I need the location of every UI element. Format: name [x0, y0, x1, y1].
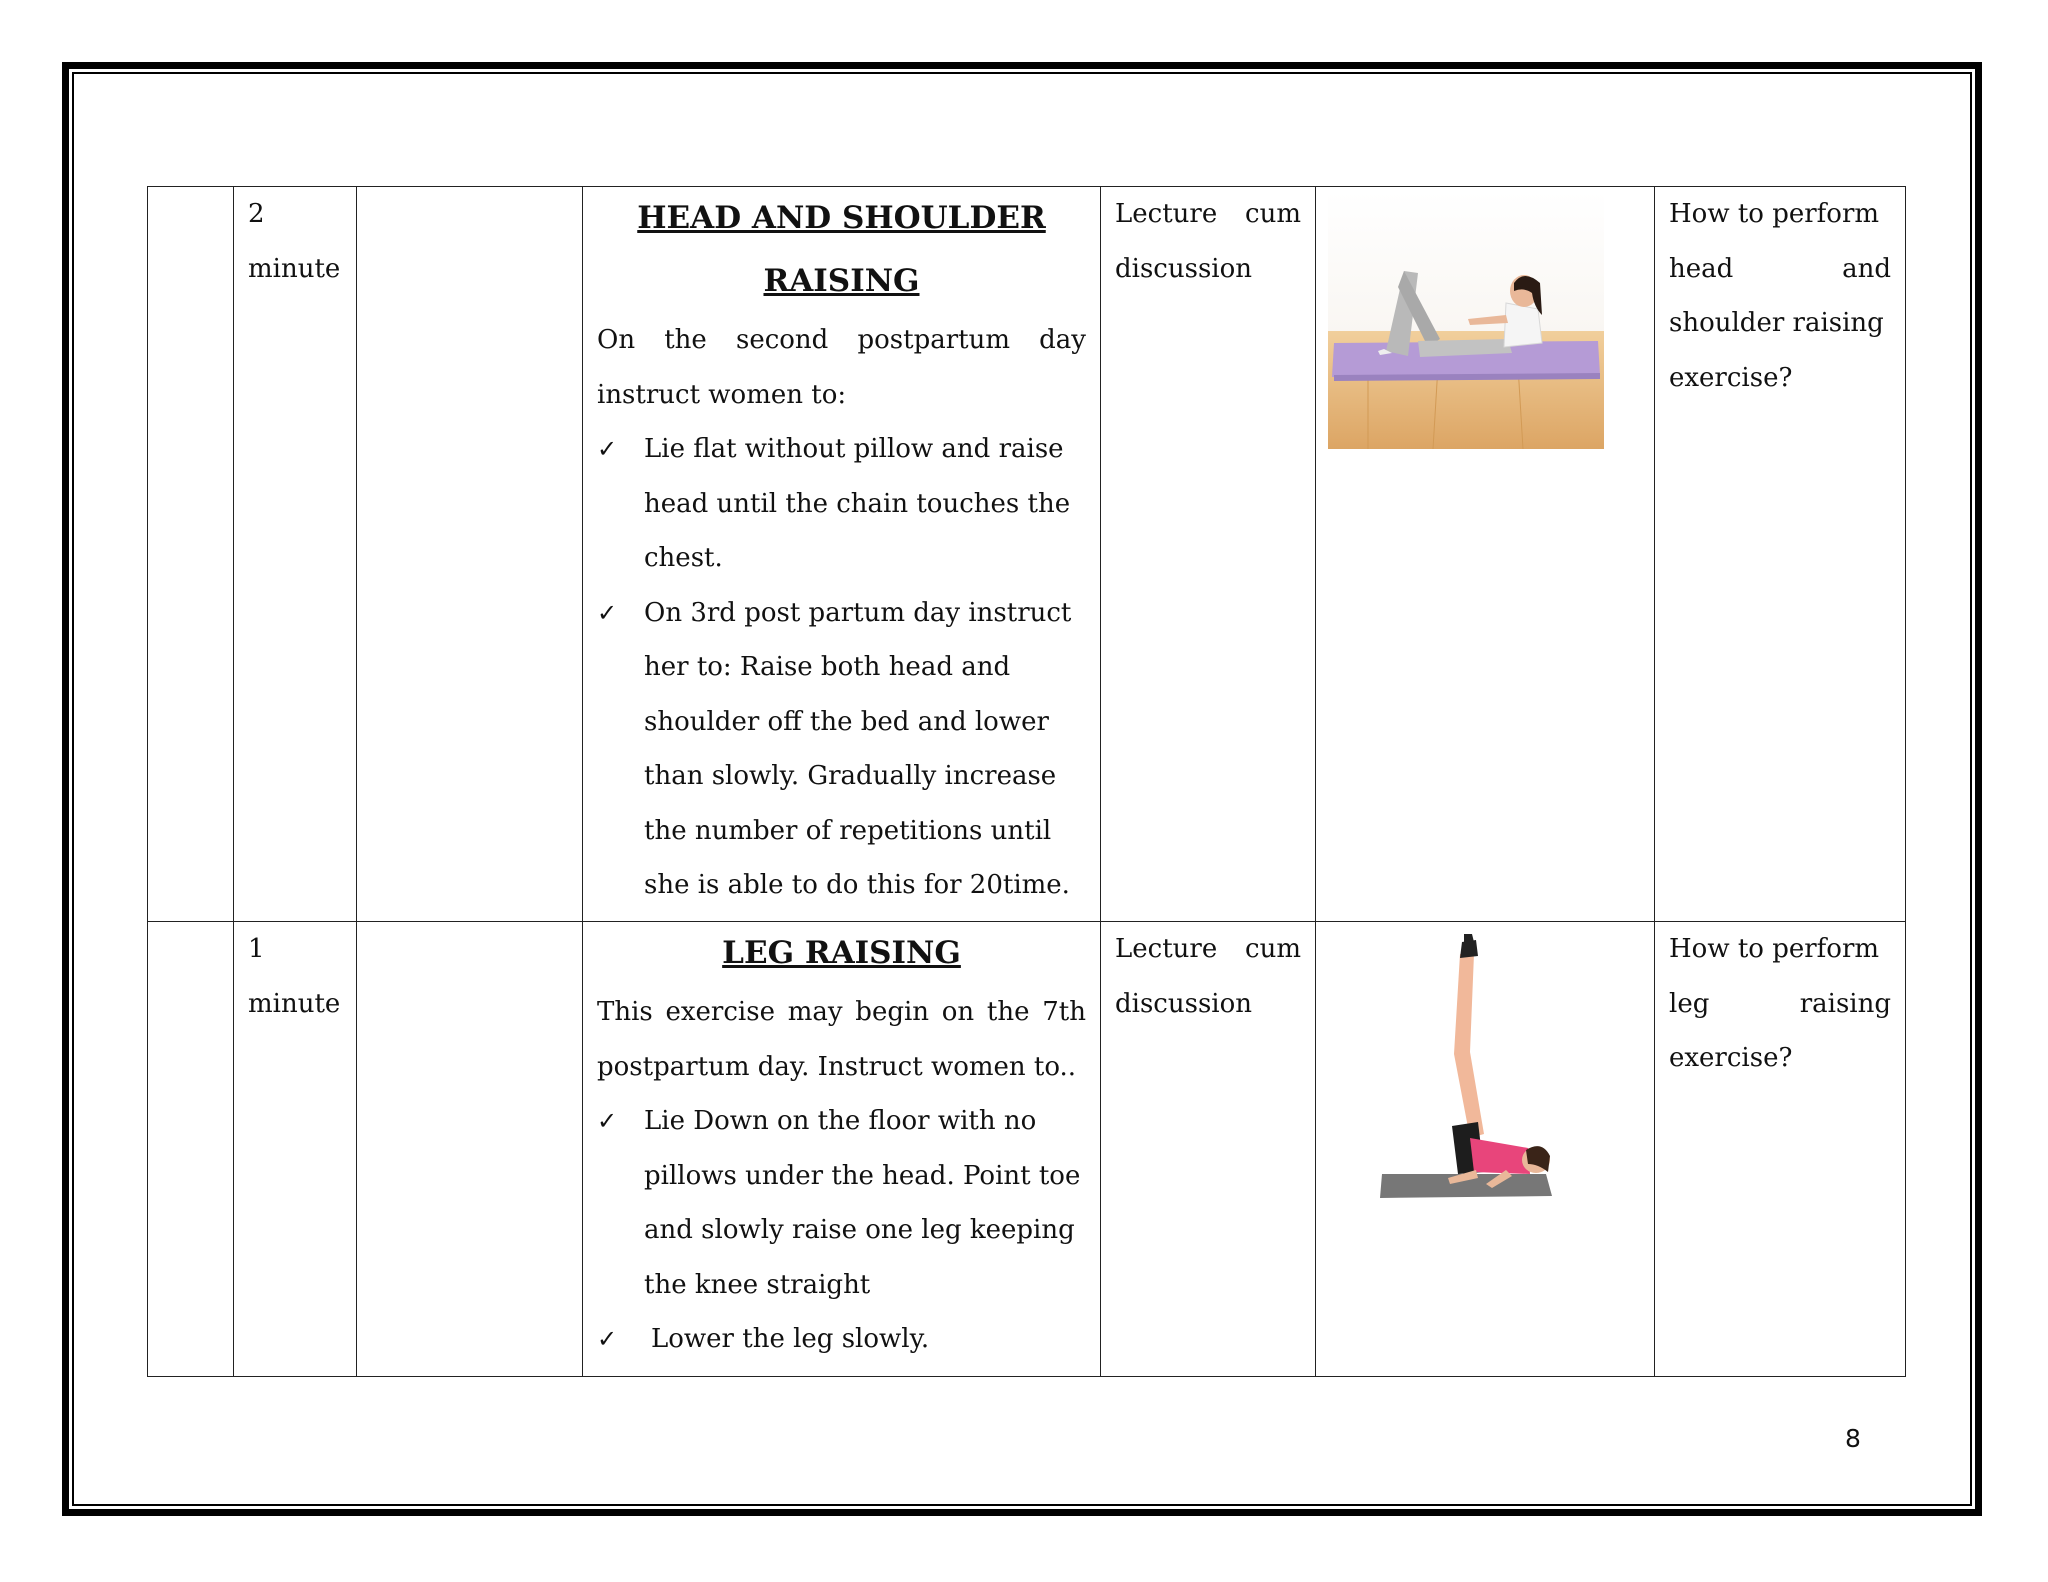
- check-mark-icon: ✓: [597, 435, 618, 463]
- method-cell: [1101, 187, 1316, 922]
- list-item: [597, 1094, 1086, 1312]
- bullet-line: Lower the leg slowly.: [651, 1324, 930, 1354]
- table-row: [148, 922, 1906, 1377]
- content-cell: [583, 922, 1101, 1377]
- check-mark-icon: ✓: [597, 1325, 618, 1353]
- evaluation-line: head and: [1669, 253, 1891, 284]
- bullet-line: than slowly. Gradually increase: [644, 761, 1057, 791]
- evaluation-cell: [1655, 922, 1906, 1377]
- content-cell: [583, 187, 1101, 922]
- bullet-line: Lie flat without pillow and raise: [644, 434, 1064, 464]
- time-number: 1: [248, 934, 265, 964]
- method-line: discussion: [1115, 253, 1253, 284]
- bullet-line: shoulder off the bed and lower: [644, 706, 1049, 737]
- evaluation-line: leg raising: [1669, 988, 1891, 1019]
- intro-line: postpartum day. Instruct women to..: [597, 1051, 1077, 1082]
- evaluation-line: How to perform: [1669, 934, 1880, 964]
- lesson-plan-table: [147, 186, 1906, 1377]
- evaluation-line: exercise?: [1669, 362, 1793, 393]
- evaluation-line: shoulder raising: [1669, 308, 1884, 338]
- bullet-line: chest.: [644, 543, 723, 573]
- evaluation-line: How to perform: [1669, 199, 1880, 229]
- table-row: [148, 187, 1906, 922]
- method-line: Lecture cum: [1115, 934, 1301, 964]
- av-aid-cell: [1316, 922, 1655, 1377]
- list-item: [597, 586, 1086, 913]
- time-cell: [234, 187, 357, 922]
- check-mark-icon: ✓: [597, 598, 618, 627]
- time-unit: minute: [248, 988, 341, 1019]
- woman-raising-leg-on-mat-icon: [1366, 934, 1566, 1206]
- method-line: discussion: [1115, 988, 1253, 1019]
- blank-cell: [357, 187, 583, 922]
- time-cell: [234, 922, 357, 1377]
- bullet-line: On 3rd post partum day instruct: [644, 597, 1072, 628]
- intro-line: This exercise may begin on the 7th: [597, 997, 1086, 1027]
- av-aid-cell: [1316, 187, 1655, 922]
- time-unit: minute: [248, 253, 341, 284]
- list-item: [597, 1312, 1086, 1367]
- bullet-line: head until the chain touches the: [644, 488, 1071, 519]
- evaluation-cell: [1655, 187, 1906, 922]
- check-mark-icon: ✓: [597, 1107, 618, 1135]
- blank-cell: [148, 922, 234, 1377]
- heading-line: LEG RAISING: [722, 935, 961, 971]
- blank-cell: [357, 922, 583, 1377]
- method-line: Lecture cum: [1115, 199, 1301, 229]
- section-heading: [597, 922, 1086, 985]
- bullet-line: the number of repetitions until: [644, 815, 1052, 846]
- list-item: [597, 422, 1086, 586]
- bullet-line: pillows under the head. Point toe: [644, 1160, 1081, 1191]
- section-heading: [597, 187, 1086, 313]
- bullet-line: her to: Raise both head and: [644, 652, 1011, 682]
- evaluation-line: exercise?: [1669, 1043, 1793, 1073]
- bullet-line: the knee straight: [644, 1269, 871, 1300]
- checklist: [597, 1094, 1086, 1367]
- heading-line: HEAD AND SHOULDER: [637, 200, 1046, 236]
- time-number: 2: [248, 199, 265, 229]
- method-cell: [1101, 922, 1316, 1377]
- intro-line: instruct women to:: [597, 379, 847, 410]
- bullet-line: Lie Down on the floor with no: [644, 1106, 1037, 1136]
- bullet-line: she is able to do this for 20time.: [644, 870, 1070, 900]
- checklist: [597, 422, 1086, 913]
- bullet-line: and slowly raise one leg keeping: [644, 1215, 1075, 1245]
- intro-line: On the second postpartum day: [597, 325, 1086, 355]
- woman-doing-crunch-on-mat-icon: [1328, 191, 1604, 449]
- blank-cell: [148, 187, 234, 922]
- heading-line: RAISING: [763, 263, 920, 299]
- page-number: 8: [1845, 1424, 1861, 1453]
